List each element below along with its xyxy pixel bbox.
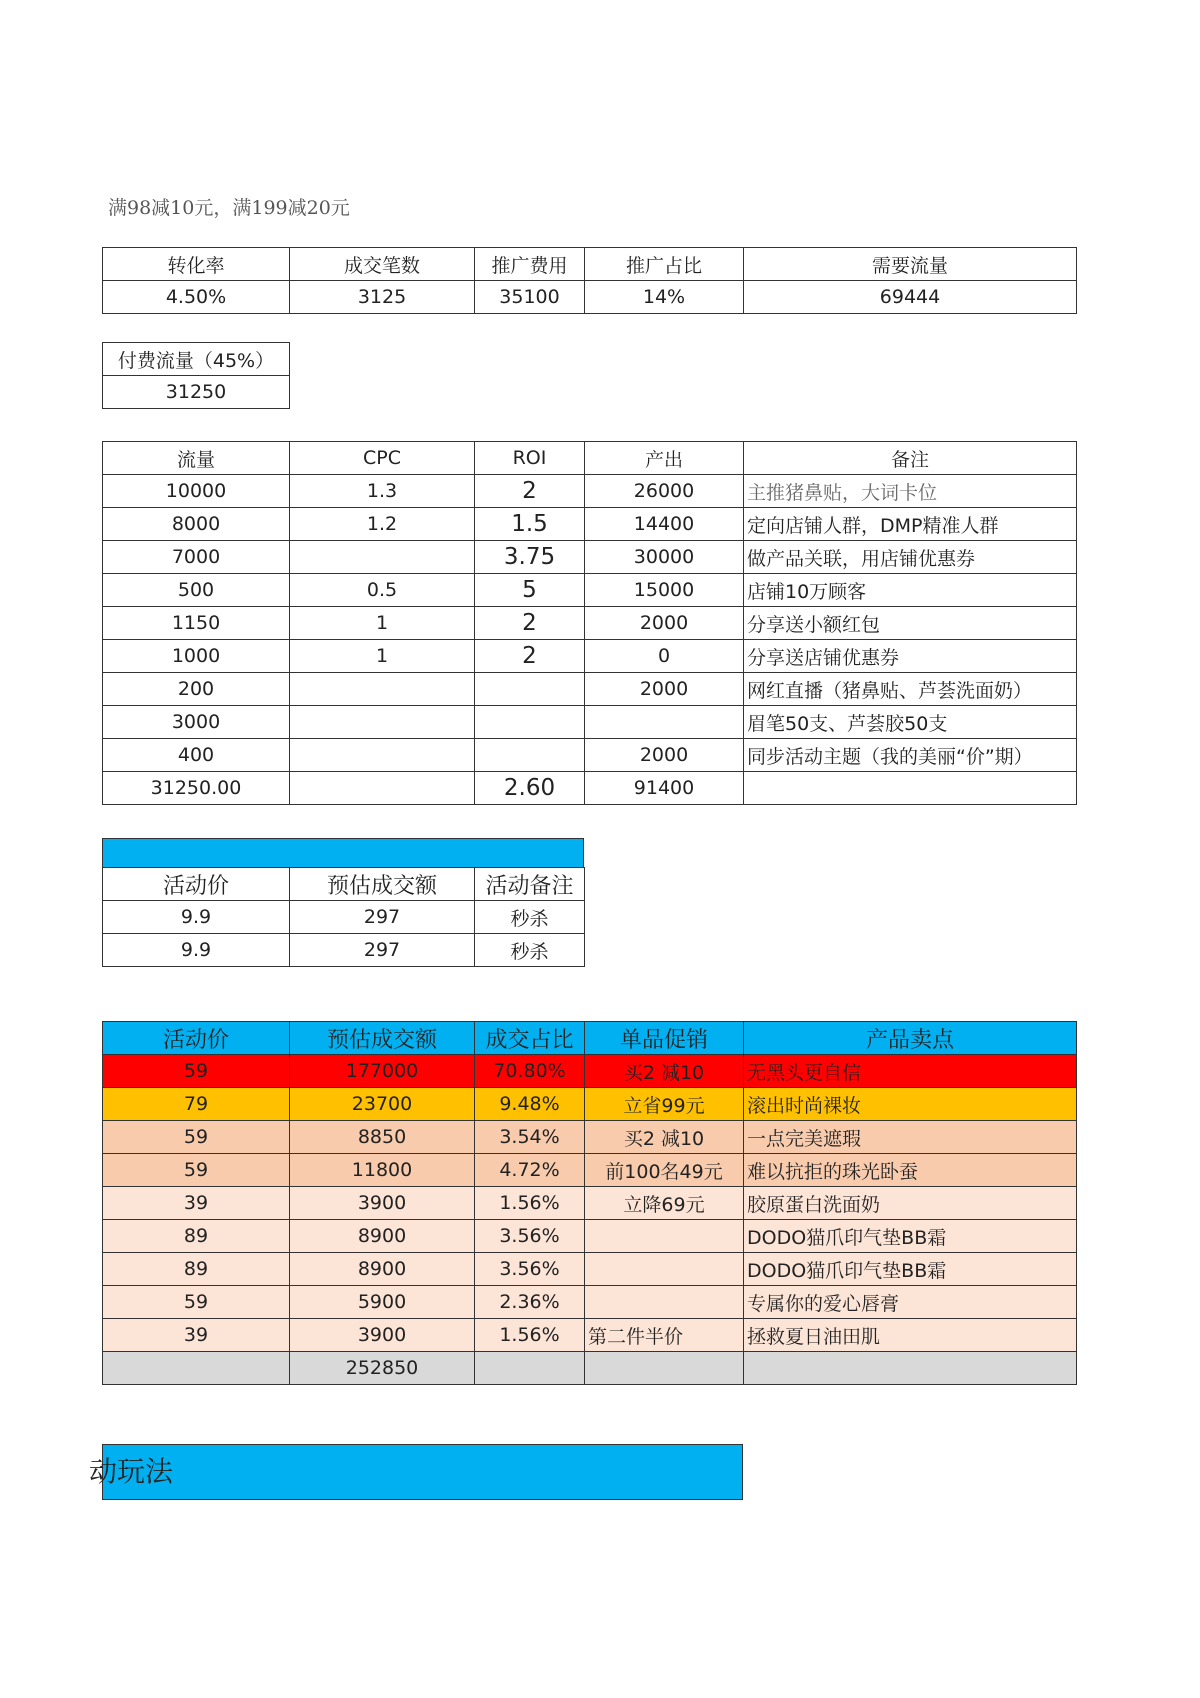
table-header-row bbox=[103, 868, 585, 901]
header-cell: 产出 bbox=[585, 442, 744, 475]
cell: 眉笔50支、芦荟胶50支 bbox=[744, 706, 1077, 739]
promo-note: 满98减10元，满199减20元 bbox=[108, 197, 350, 219]
table-row bbox=[103, 281, 1077, 314]
cell bbox=[290, 541, 475, 574]
cell: 10000 bbox=[103, 475, 290, 508]
cell: 2000 bbox=[585, 739, 744, 772]
header-cell: 成交占比 bbox=[475, 1022, 585, 1055]
cell: 200 bbox=[103, 673, 290, 706]
cell: 59 bbox=[103, 1055, 290, 1088]
cell: 第二件半价 bbox=[585, 1319, 744, 1352]
cell: 2 bbox=[475, 475, 585, 508]
table-row bbox=[103, 1154, 1077, 1187]
cell: 39 bbox=[103, 1319, 290, 1352]
cell: 79 bbox=[103, 1088, 290, 1121]
cell: 难以抗拒的珠光卧蚕 bbox=[744, 1154, 1077, 1187]
cell: 297 bbox=[290, 934, 475, 967]
cell: 297 bbox=[290, 901, 475, 934]
header-cell: 推广占比 bbox=[585, 248, 744, 281]
table-row bbox=[103, 1319, 1077, 1352]
table-row bbox=[103, 1352, 1077, 1385]
cell: 3000 bbox=[103, 706, 290, 739]
cell: 91400 bbox=[585, 772, 744, 805]
cell: 5 bbox=[475, 574, 585, 607]
table-row bbox=[103, 1286, 1077, 1319]
table-row bbox=[103, 706, 1077, 739]
cell: 网红直播（猪鼻贴、芦荟洗面奶） bbox=[744, 673, 1077, 706]
cell: 14% bbox=[585, 281, 744, 314]
cell: 1150 bbox=[103, 607, 290, 640]
table-header-row bbox=[103, 1022, 1077, 1055]
cell: 59 bbox=[103, 1286, 290, 1319]
cell bbox=[585, 1352, 744, 1385]
header-cell: 单品促销 bbox=[585, 1022, 744, 1055]
table-row bbox=[103, 1055, 1077, 1088]
cell: 3125 bbox=[290, 281, 475, 314]
cell: 252850 bbox=[290, 1352, 475, 1385]
table-row bbox=[103, 739, 1077, 772]
table-row bbox=[103, 640, 1077, 673]
cell: 3.56% bbox=[475, 1253, 585, 1286]
flash-sale-header-bar bbox=[102, 838, 584, 868]
flash-sale-table bbox=[102, 867, 585, 967]
cell: 30000 bbox=[585, 541, 744, 574]
cell bbox=[744, 772, 1077, 805]
cell: 定向店铺人群，DMP精准人群 bbox=[744, 508, 1077, 541]
cell: 买2 减10 bbox=[585, 1055, 744, 1088]
table-row bbox=[103, 475, 1077, 508]
header-cell: 活动备注 bbox=[475, 868, 585, 901]
cell bbox=[585, 706, 744, 739]
table-row bbox=[103, 934, 585, 967]
cell: 500 bbox=[103, 574, 290, 607]
cell: 2 bbox=[475, 640, 585, 673]
cell: 9.48% bbox=[475, 1088, 585, 1121]
cell bbox=[290, 739, 475, 772]
cell: 1.5 bbox=[475, 508, 585, 541]
cell: 39 bbox=[103, 1187, 290, 1220]
cell bbox=[744, 1352, 1077, 1385]
cell: 前100名49元 bbox=[585, 1154, 744, 1187]
cell: 59 bbox=[103, 1121, 290, 1154]
cell bbox=[475, 706, 585, 739]
table-row bbox=[103, 1088, 1077, 1121]
products-table bbox=[102, 1021, 1077, 1385]
cell bbox=[290, 772, 475, 805]
cell: 滚出时尚裸妆 bbox=[744, 1088, 1077, 1121]
cell: 立省99元 bbox=[585, 1088, 744, 1121]
cell: 分享送店铺优惠券 bbox=[744, 640, 1077, 673]
cell: 秒杀 bbox=[475, 934, 585, 967]
cell bbox=[290, 673, 475, 706]
cell: 1000 bbox=[103, 640, 290, 673]
cell: 59 bbox=[103, 1154, 290, 1187]
table-row bbox=[103, 772, 1077, 805]
table-row bbox=[103, 1187, 1077, 1220]
table-header-row bbox=[103, 248, 1077, 281]
cell: 1.56% bbox=[475, 1187, 585, 1220]
cell: 5900 bbox=[290, 1286, 475, 1319]
cell: 23700 bbox=[290, 1088, 475, 1121]
cell: 3.75 bbox=[475, 541, 585, 574]
cell: 9.9 bbox=[103, 901, 290, 934]
cell: 26000 bbox=[585, 475, 744, 508]
cell: 2000 bbox=[585, 673, 744, 706]
cell: 177000 bbox=[290, 1055, 475, 1088]
cell: 拯救夏日油田肌 bbox=[744, 1319, 1077, 1352]
cell: 8900 bbox=[290, 1253, 475, 1286]
cell: 买2 减10 bbox=[585, 1121, 744, 1154]
cell: 9.9 bbox=[103, 934, 290, 967]
table-header-row bbox=[103, 442, 1077, 475]
cell: 69444 bbox=[744, 281, 1077, 314]
table-row bbox=[103, 508, 1077, 541]
section-title-bar bbox=[89, 1444, 743, 1500]
cell: 31250.00 bbox=[103, 772, 290, 805]
cell: 店铺10万顾客 bbox=[744, 574, 1077, 607]
cell: 31250 bbox=[103, 376, 290, 409]
cell: 7000 bbox=[103, 541, 290, 574]
cell bbox=[290, 706, 475, 739]
table-row bbox=[103, 574, 1077, 607]
cell: 3.56% bbox=[475, 1220, 585, 1253]
cell: 400 bbox=[103, 739, 290, 772]
cell: 一点完美遮瑕 bbox=[744, 1121, 1077, 1154]
cell: 2.36% bbox=[475, 1286, 585, 1319]
header-cell: CPC bbox=[290, 442, 475, 475]
cell bbox=[103, 1352, 290, 1385]
cell: 89 bbox=[103, 1220, 290, 1253]
cell bbox=[585, 1286, 744, 1319]
header-cell: 预估成交额 bbox=[290, 868, 475, 901]
cell: 3900 bbox=[290, 1187, 475, 1220]
cell: 1.2 bbox=[290, 508, 475, 541]
header-cell: 流量 bbox=[103, 442, 290, 475]
cell bbox=[475, 673, 585, 706]
header-cell: 预估成交额 bbox=[290, 1022, 475, 1055]
table-row bbox=[103, 1253, 1077, 1286]
header-cell: 备注 bbox=[744, 442, 1077, 475]
cell: 分享送小额红包 bbox=[744, 607, 1077, 640]
cell: 4.50% bbox=[103, 281, 290, 314]
cell: 15000 bbox=[585, 574, 744, 607]
cell: 秒杀 bbox=[475, 901, 585, 934]
cell: 11800 bbox=[290, 1154, 475, 1187]
table-row bbox=[103, 541, 1077, 574]
cell: 8000 bbox=[103, 508, 290, 541]
cell: DODO猫爪印气垫BB霜 bbox=[744, 1220, 1077, 1253]
summary-table bbox=[102, 247, 1077, 314]
cell: 3.54% bbox=[475, 1121, 585, 1154]
cell: 做产品关联，用店铺优惠券 bbox=[744, 541, 1077, 574]
cell: 立降69元 bbox=[585, 1187, 744, 1220]
cell: 2 bbox=[475, 607, 585, 640]
header-cell: 成交笔数 bbox=[290, 248, 475, 281]
cell: 2000 bbox=[585, 607, 744, 640]
cell: 1 bbox=[290, 607, 475, 640]
cell: 70.80% bbox=[475, 1055, 585, 1088]
cell: DODO猫爪印气垫BB霜 bbox=[744, 1253, 1077, 1286]
cell: 3900 bbox=[290, 1319, 475, 1352]
table-row bbox=[103, 1121, 1077, 1154]
cell: 8900 bbox=[290, 1220, 475, 1253]
header-cell: 转化率 bbox=[103, 248, 290, 281]
cell: 1.56% bbox=[475, 1319, 585, 1352]
cell: 专属你的爱心唇膏 bbox=[744, 1286, 1077, 1319]
header-cell: 产品卖点 bbox=[744, 1022, 1077, 1055]
table-row bbox=[103, 901, 585, 934]
cell: 胶原蛋白洗面奶 bbox=[744, 1187, 1077, 1220]
cell: 无黑头更自信 bbox=[744, 1055, 1077, 1088]
paid-traffic-table bbox=[102, 342, 290, 409]
cell bbox=[585, 1220, 744, 1253]
cell: 0.5 bbox=[290, 574, 475, 607]
cell bbox=[585, 1253, 744, 1286]
header-cell: 需要流量 bbox=[744, 248, 1077, 281]
table-row bbox=[103, 1220, 1077, 1253]
cell: 35100 bbox=[475, 281, 585, 314]
cell: 1.3 bbox=[290, 475, 475, 508]
cell: 8850 bbox=[290, 1121, 475, 1154]
section-title: 动玩法 bbox=[89, 1455, 174, 1488]
table-row bbox=[103, 607, 1077, 640]
cell: 同步活动主题（我的美丽“价”期） bbox=[744, 739, 1077, 772]
cell: 2.60 bbox=[475, 772, 585, 805]
cell: 主推猪鼻贴，大词卡位 bbox=[744, 475, 1077, 508]
header-cell: 活动价 bbox=[103, 1022, 290, 1055]
channels-table bbox=[102, 441, 1077, 805]
cell: 4.72% bbox=[475, 1154, 585, 1187]
cell: 14400 bbox=[585, 508, 744, 541]
table-row bbox=[103, 673, 1077, 706]
cell: 0 bbox=[585, 640, 744, 673]
header-cell: 推广费用 bbox=[475, 248, 585, 281]
header-cell: 付费流量（45%） bbox=[103, 343, 290, 376]
header-cell: ROI bbox=[475, 442, 585, 475]
cell: 89 bbox=[103, 1253, 290, 1286]
cell bbox=[475, 739, 585, 772]
cell: 1 bbox=[290, 640, 475, 673]
cell bbox=[475, 1352, 585, 1385]
header-cell: 活动价 bbox=[103, 868, 290, 901]
